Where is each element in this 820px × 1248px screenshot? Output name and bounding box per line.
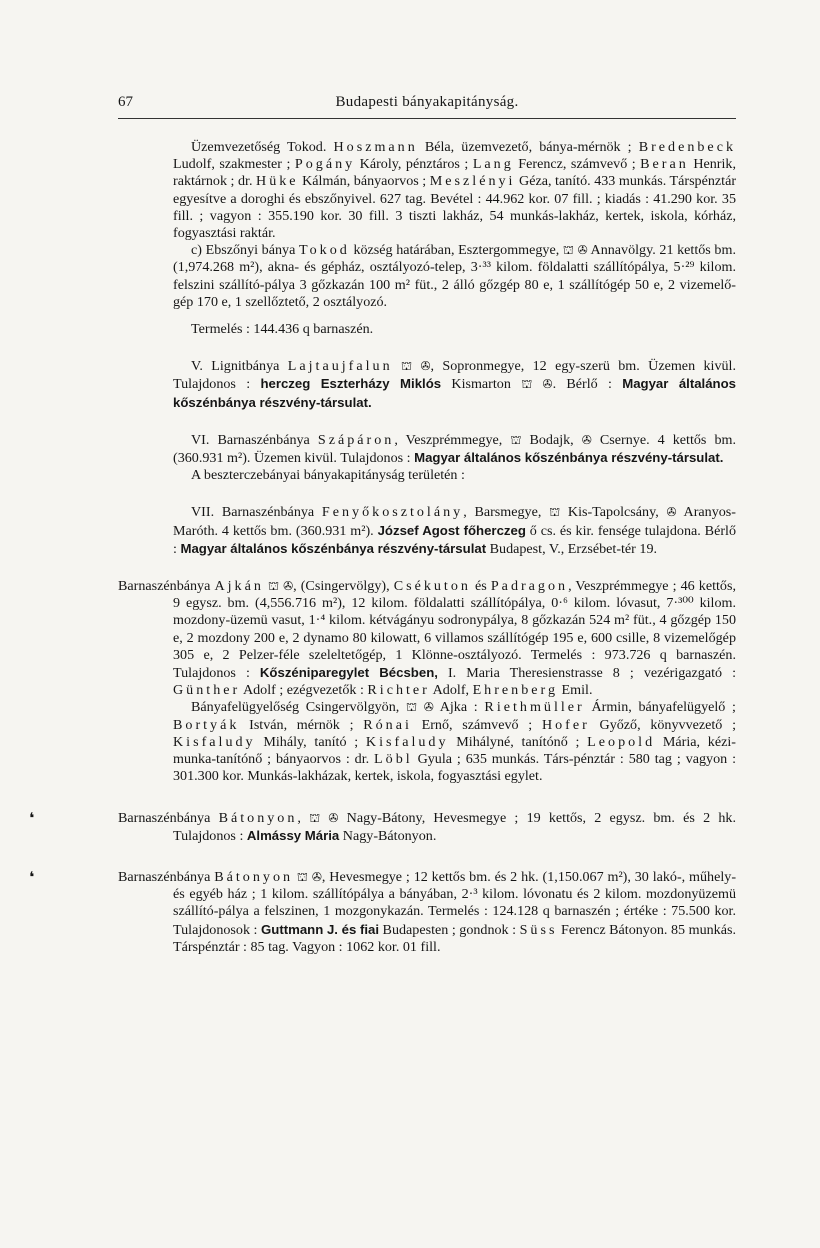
page-header: [118, 92, 736, 119]
paragraph-szapar-mine: VI. Barnaszénbánya Szápáron, Veszprémmegye, ⛫ Bodajk, ✇ Csernye. 4 kettős bm. (360.931 m²). Üzemen kivül. Tulajdonos : Magyar általános kőszénbánya részvény-társulat.: [173, 431, 737, 467]
paragraph-batony-almassy: ❛ Barnaszénbánya Bátonyon, ⛫ ✇ Nagy-Bátony, Hevesmegye ; 19 kettős, 2 egysz. bm. és 2 hk. Tulajdonos : Almássy Mária Nagy-Bátonyon.: [29, 808, 736, 844]
mine-icon: ⛫: [510, 432, 522, 447]
paragraph-production: Termelés : 144.436 q barnaszén.: [191, 321, 374, 338]
post-office-icon: ✇: [328, 810, 339, 825]
paragraph-ebszonyi-mine: c) Ebszőnyi bánya Tokod község határában, Esztergommegye, ⛫ ✇ Annavölgy. 21 kettős bm. (1,974.268 m²), akna- és gépház, osztályozó-telep, 3·³³ kilom. földalatti szállítópálya, 5·²⁹ kilom. felszini szállító-pálya 3 gőzkazán 100 m² füt., 2 álló gőzgép 80 e, 1 szállítógép 50 e, 2 vizemelő-gép 170 e, 1 szellőztető, 2 osztályozó.: [173, 242, 736, 310]
page: [29, 92, 737, 956]
mine-icon: ⛫: [562, 243, 574, 258]
section-heading-besztercebanya: A beszterczebányai bányakapitányság területén :: [191, 467, 465, 484]
mine-icon: ⛫: [296, 869, 308, 884]
paragraph-batony-guttmann: ❛ Barnaszénbánya Bátonyon ⛫ ✇, Hevesmegye ; 12 kettős bm. és 2 hk. (1,150.067 m²), 30 lakó-, műhely- és egyéb ház ; 1 kilom. szállítópálya a bányában, 2·³ kilom. lóvonatu és 2 kilom. mozdonyüzemü szállító-pálya a felszinen, 1 mozgonykazán. Termelés : 124.128 q barnaszén ; értéke : 75.500 kor. Tulajdonosok : Guttmann J. és fiai Budapesten ; gondnok : Süss Ferencz Bátonyon. 85 munkás. Társpénztár : 85 tag. Vagyon : 1062 kor. 01 fill.: [29, 867, 737, 955]
post-office-icon: ✇: [581, 432, 592, 447]
running-title: Budapesti bányakapitányság.: [335, 94, 519, 110]
paragraph-lignite-mine: V. Lignitbánya Lajtaujfalun ⛫ ✇, Sopronmegye, 12 egy-szerü bm. Üzemen kivül. Tulajdonos : herczeg Eszterházy Miklós Kismarton ⛫ ✇. Bérlő : Magyar általános kőszénbánya részvény-társulat.: [173, 358, 736, 410]
mine-icon: ⛫: [521, 377, 533, 392]
post-office-icon: ✇: [420, 359, 431, 374]
mine-icon: ⛫: [267, 579, 279, 594]
mine-icon: ⛫: [401, 359, 413, 374]
paragraph-ajka-mine: Barnaszénbánya Ajkán ⛫ ✇, (Csingervölgy), Csékuton és Padragon, Veszprémmegye ; 46 kettős, 9 egysz. bm. (4,556.716 m²), 12 kilom. földalatti szállítópálya, 0·⁶ kilom. lóvasut, 7·³⁰⁰ kilom. mozdony-üzemü vasut, 1·⁴ kilom. kétvágányu sodronypálya, 8 gőzkazán 524 m² füt., 4 gőzgép 150 e, 2 mozdony 200 e, 2 dynamo 80 kilowatt, 6 villamos szállítógép 195 e, 600 csille, 8 vizemelőgép 305 e, 2 Pelzer-féle szeleltetőgép, 1 Klönne-osztályozó. Termelés : 973.726 q barnaszén. Tulajdonos : Kőszéniparegylet Bécsben, I. Maria Theresienstrasse 8 ; vezérigazgató : Günther Adolf ; ezégvezetők : Richter Adolf, Ehrenberg Emil.: [118, 578, 737, 699]
mine-icon: ⛫: [309, 810, 321, 825]
page-body: [29, 139, 737, 956]
mine-icon: ⛫: [549, 505, 561, 520]
post-office-icon: ✇: [423, 700, 434, 715]
post-office-icon: ✇: [666, 505, 677, 520]
post-office-icon: ✇: [283, 579, 294, 594]
paragraph-tokod-management: Üzemvezetőség Tokod. Hoszmann Béla, üzemvezető, bánya-mérnök ; Bredenbeck Ludolf, szakmester ; Pogány Károly, pénztáros ; Lang Ferencz, számvevő ; Beran Henrik, raktárnok ; dr. Hüke Kálmán, bányaorvos ; Meszlényi Géza, tanító. 433 munkás. Társpénztár egyesítve a doroghi és ebszőnyivel. 627 tag. Bevétel : 44.962 kor. 07 fill. ; kiadás : 41.290 kor. 35 fill. ; vagyon : 355.190 kor. 30 fill. 3 tiszti lakház, 54 munkás-lakház, kertek, iskola, kórház, fogyasztási raktár.: [173, 139, 737, 242]
paragraph-ajka-staff: Bányafelügyelőség Csingervölgyön, ⛫ ✇ Ajka : Riethmüller Ármin, bányafelügyelő ; Bortyák István, mérnök ; Rónai Ernő, számvevő ; Hofer Győző, könyvvezető ; Kisfaludy Mihály, tanító ; Kisfaludy Mihályné, tanítónő ; Leopold Mária, kézi-munka-tanítónő ; bányaorvos : dr. Löbl Gyula ; 635 munkás. Társ-pénztár : 580 tag ; vagyon : 301.300 kor. Munkás-lakházak, kertek, iskola, fogyasztási egylet.: [173, 699, 736, 785]
post-office-icon: ✇: [542, 377, 553, 392]
post-office-icon: ✇: [577, 243, 588, 258]
post-office-icon: ✇: [311, 869, 322, 884]
paragraph-fenyokosztolany-mine: VII. Barnaszénbánya Fenyőkosztolány, Barsmegye, ⛫ Kis-Tapolcsány, ✇ Aranyos-Maróth. 4 kettős bm. (360.931 m²). József Agost főherczeg ő cs. és kir. fensége tulajdona. Bérlő : Magyar általános kőszénbánya részvény-társulat Budapest, V., Erzsébet-tér 19.: [173, 504, 736, 557]
mine-icon: ⛫: [405, 700, 418, 715]
page-number: 67: [118, 94, 133, 110]
